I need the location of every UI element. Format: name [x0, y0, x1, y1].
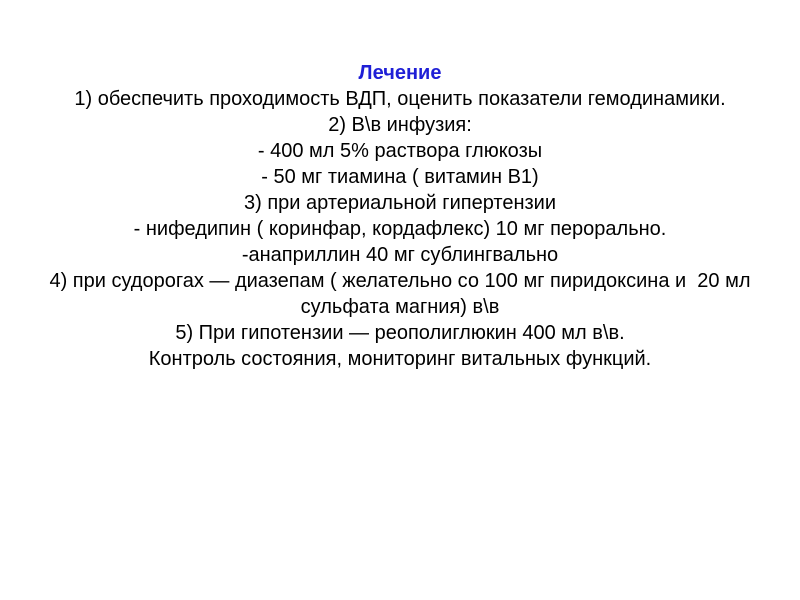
treatment-text-block	[30, 60, 770, 372]
item-2-infusion: 2) В\в инфузия:	[328, 114, 472, 136]
hypertension-nifedipine: - нифедипин ( коринфар, кордафлекс) 10 мг перорально.	[133, 218, 667, 240]
item-5-hypotension: 5) При гипотензии — реополиглюкин 400 мл в\в.	[175, 322, 625, 344]
hypertension-anaprilin: -анаприллин 40 мг сублингвально	[241, 244, 559, 266]
item-4-seizures: 4) при судорогах — диазепам ( желательно со 100 мг пиридоксина и 20 мл сульфата магния) в\в	[49, 270, 757, 318]
infusion-glucose: - 400 мл 5% раствора глюкозы	[257, 140, 543, 162]
infusion-thiamine: - 50 мг тиамина ( витамин В1)	[261, 166, 539, 188]
monitoring-note: Контроль состояния, мониторинг витальных функций.	[148, 348, 652, 370]
slide-title: Лечение	[358, 62, 442, 84]
item-3-hypertension: 3) при артериальной гипертензии	[243, 192, 556, 214]
item-1-airway: 1) обеспечить проходимость ВДП, оценить показатели гемодинамики.	[74, 88, 726, 110]
